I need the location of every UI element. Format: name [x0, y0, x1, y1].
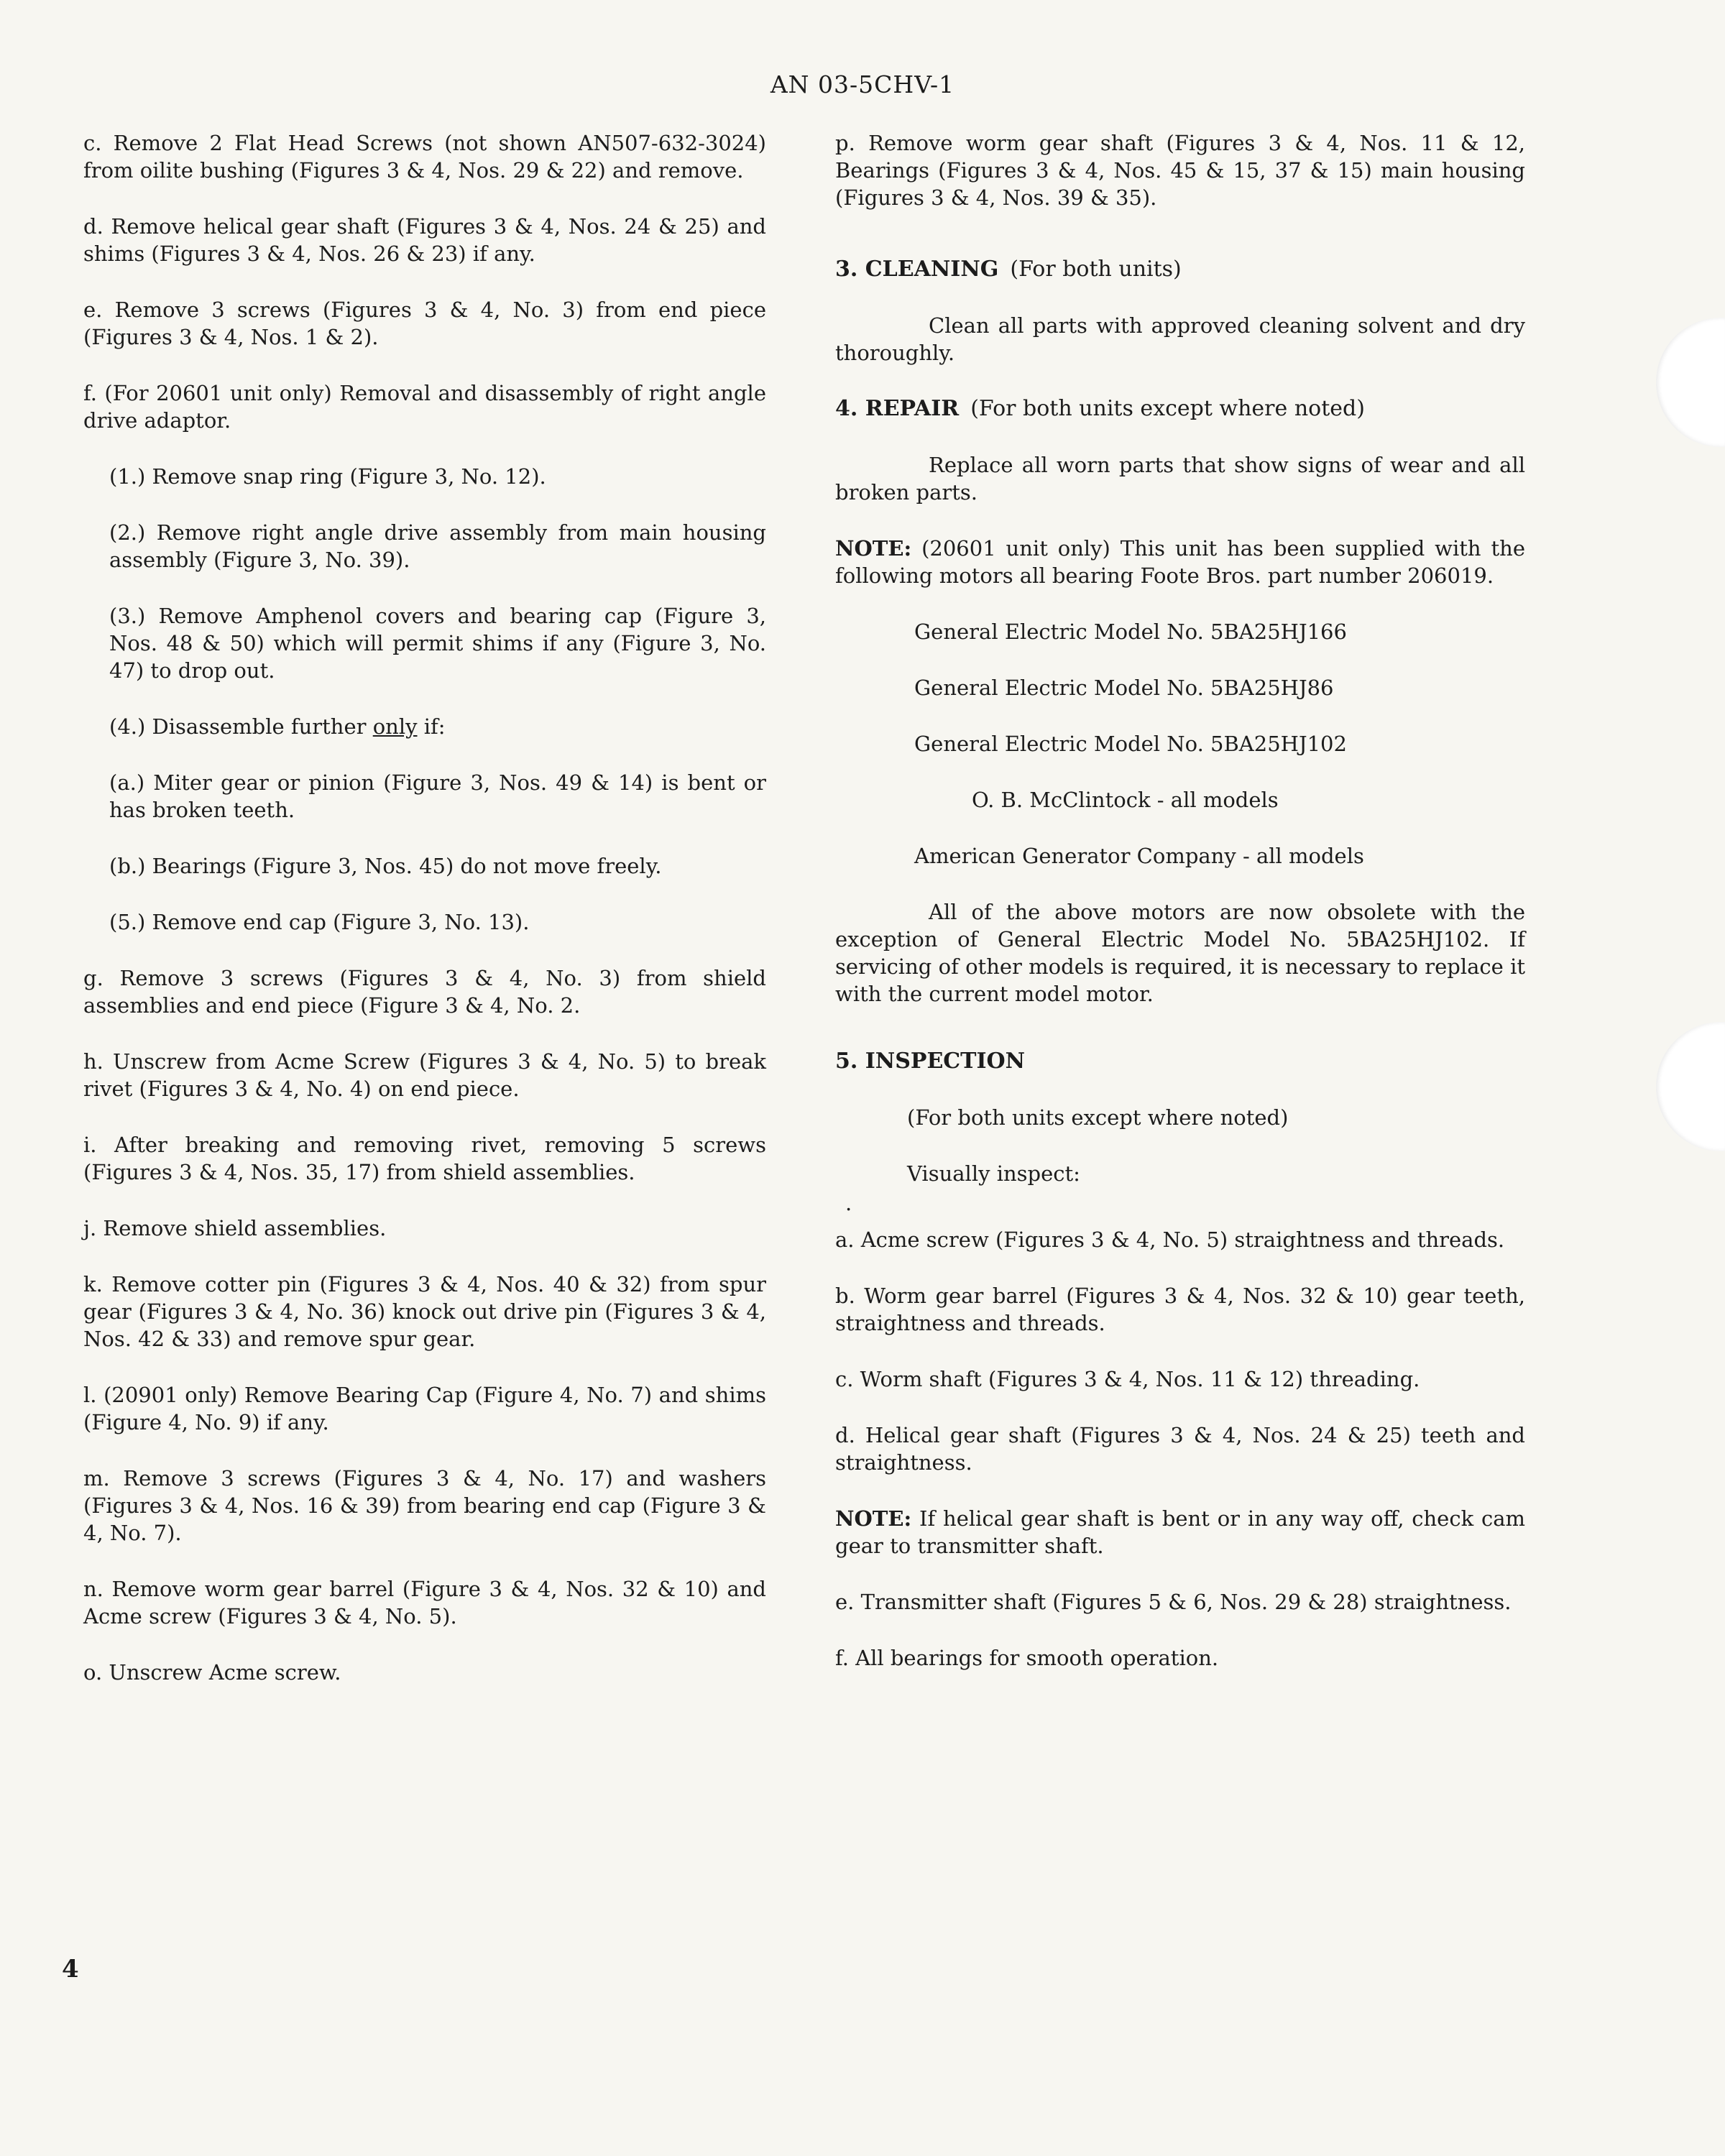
inspection-lead: Visually inspect:	[907, 1161, 1080, 1186]
cleaning-heading	[835, 256, 1525, 283]
step-f-2: (2.) Remove right angle drive assembly from main housing assembly (Figure 3, No. 39).	[109, 520, 766, 572]
note-motors	[835, 535, 1525, 589]
cleaning-scope: (For both units)	[1010, 257, 1182, 282]
step-m: m. Remove 3 screws (Figures 3 & 4, No. 17) and washers (Figures 3 & 4, Nos. 16 & 39) from bearing end cap (Figure 3 & 4, No. 7).	[83, 1466, 766, 1545]
step-d: d. Remove helical gear shaft (Figures 3 & 4, Nos. 24 & 25) and shims (Figures 3 & 4, Nos. 26 & 23) if any.	[83, 214, 766, 266]
step-f-4-lead: (4.) Disassemble further	[109, 714, 373, 739]
step-c: c. Remove 2 Flat Head Screws (not shown AN507-632-3024) from oilite bushing (Figures 3 & 4, Nos. 29 & 22) and remove.	[83, 131, 766, 183]
repair-title: 4. REPAIR	[835, 396, 960, 421]
page-header: AN 03-5CHV-1	[770, 70, 955, 98]
note-label: NOTE:	[835, 1506, 912, 1531]
step-h: h. Unscrew from Acme Screw (Figures 3 & 4, No. 5) to break rivet (Figures 3 & 4, No. 4) on end piece.	[83, 1049, 766, 1101]
step-f-5: (5.) Remove end cap (Figure 3, No. 13).	[109, 910, 530, 934]
inspect-item-c: c. Worm shaft (Figures 3 & 4, Nos. 11 & 12) threading.	[835, 1367, 1420, 1391]
binder-hole	[1656, 1022, 1725, 1151]
motor-item: General Electric Model No. 5BA25HJ102	[914, 732, 1347, 756]
motor-item-mcclintock: O. B. McClintock - all models	[972, 788, 1279, 812]
note-text: If helical gear shaft is bent or in any way off, check cam gear to transmitter shaft.	[835, 1506, 1525, 1558]
binder-hole	[1656, 318, 1725, 447]
step-f-4-b: (b.) Bearings (Figure 3, Nos. 45) do not move freely.	[109, 854, 662, 878]
note-text: (20601 unit only) This unit has been supplied with the following motors all bearing Foote Bros. part number 206019.	[835, 536, 1525, 588]
inspect-item-d: d. Helical gear shaft (Figures 3 & 4, Nos. 24 & 25) teeth and straightness.	[835, 1423, 1525, 1475]
inspect-item-e: e. Transmitter shaft (Figures 5 & 6, Nos. 29 & 28) straightness.	[835, 1590, 1512, 1614]
stray-mark: .	[845, 1191, 852, 1215]
step-g: g. Remove 3 screws (Figures 3 & 4, No. 3) from shield assemblies and end piece (Figure 3 & 4, No. 2.	[83, 966, 766, 1018]
inspection-heading: 5. INSPECTION	[835, 1049, 1026, 1074]
motor-item: General Electric Model No. 5BA25HJ166	[914, 619, 1347, 644]
repair-scope: (For both units except where noted)	[970, 396, 1365, 421]
repair-body: Replace all worn parts that show signs of wear and all broken parts.	[835, 453, 1525, 505]
page-number: 4	[62, 1955, 79, 1984]
step-f-4-a: (a.) Miter gear or pinion (Figure 3, Nos. 49 & 14) is bent or has broken teeth.	[109, 770, 766, 822]
inspect-item-a: a. Acme screw (Figures 3 & 4, No. 5) straightness and threads.	[835, 1227, 1505, 1252]
step-f-3: (3.) Remove Amphenol covers and bearing cap (Figure 3, Nos. 48 & 50) which will permit shims if any (Figure 3, No. 47) to drop out.	[109, 604, 766, 683]
step-k: k. Remove cotter pin (Figures 3 & 4, Nos. 40 & 32) from spur gear (Figures 3 & 4, No. 36) knock out drive pin (Figures 3 & 4, Nos. 42 & 33) and remove spur gear.	[83, 1272, 766, 1351]
motor-item: General Electric Model No. 5BA25HJ86	[914, 676, 1334, 700]
note-label: NOTE:	[835, 536, 912, 561]
step-f-4	[83, 713, 766, 740]
step-i: i. After breaking and removing rivet, removing 5 screws (Figures 3 & 4, Nos. 35, 17) from shield assemblies.	[83, 1133, 766, 1184]
note-helical	[835, 1505, 1525, 1560]
step-n: n. Remove worm gear barrel (Figure 3 & 4, Nos. 32 & 10) and Acme screw (Figures 3 & 4, No. 5).	[83, 1577, 766, 1628]
step-l: l. (20901 only) Remove Bearing Cap (Figure 4, No. 7) and shims (Figure 4, No. 9) if any.	[83, 1383, 766, 1434]
cleaning-body: Clean all parts with approved cleaning solvent and dry thoroughly.	[835, 313, 1525, 365]
cleaning-title: 3. CLEANING	[835, 257, 999, 282]
step-p: p. Remove worm gear shaft (Figures 3 & 4, Nos. 11 & 12, Bearings (Figures 3 & 4, Nos. 45 & 15, 37 & 15) main housing (Figures 3 & 4, Nos. 39 & 35).	[835, 131, 1525, 210]
obsolete-paragraph: All of the above motors are now obsolete with the exception of General Electric Model No. 5BA25HJ102. If servicing of other models is required, it is necessary to replace it with the current model motor.	[835, 900, 1525, 1006]
step-f-1: (1.) Remove snap ring (Figure 3, No. 12).	[109, 464, 546, 489]
left-column	[83, 129, 766, 1715]
step-o: o. Unscrew Acme screw.	[83, 1660, 341, 1685]
step-j: j. Remove shield assemblies.	[83, 1216, 387, 1240]
step-f-4-emphasis: only	[372, 714, 418, 739]
inspect-item-b: b. Worm gear barrel (Figures 3 & 4, Nos. 32 & 10) gear teeth, straightness and threads.	[835, 1284, 1525, 1335]
inspection-scope: (For both units except where noted)	[907, 1105, 1289, 1130]
step-e: e. Remove 3 screws (Figures 3 & 4, No. 3) from end piece (Figures 3 & 4, Nos. 1 & 2).	[83, 298, 766, 349]
right-column	[835, 129, 1525, 1700]
repair-heading	[835, 395, 1525, 423]
step-f: f. (For 20601 unit only) Removal and disassembly of right angle drive adaptor.	[83, 381, 766, 433]
motor-item-american: American Generator Company - all models	[914, 844, 1364, 868]
inspect-item-f: f. All bearings for smooth operation.	[835, 1646, 1219, 1670]
step-f-4-tail: if:	[417, 714, 446, 739]
